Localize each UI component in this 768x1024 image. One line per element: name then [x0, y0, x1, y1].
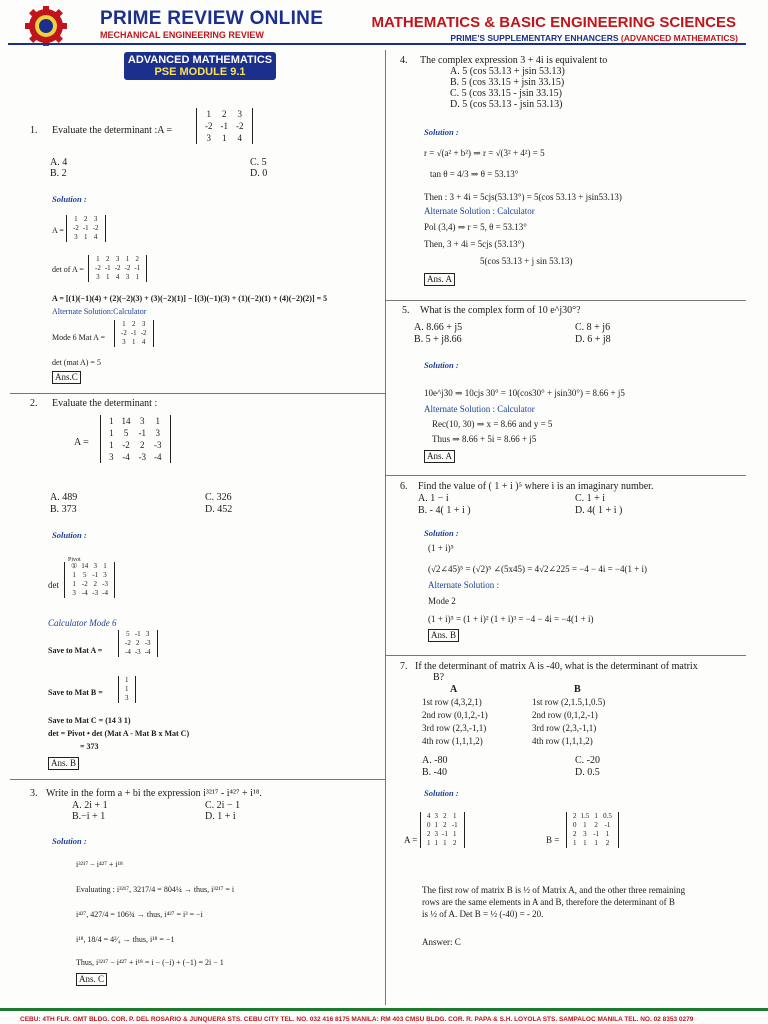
q2-pivot-matrix: [64, 562, 115, 598]
q7-a-eq: A =: [404, 835, 418, 845]
q3-choice-d: D. 1 + i: [205, 811, 236, 822]
q7-mat-a-cell: 2: [443, 821, 447, 829]
q7-answer: Answer: C: [422, 937, 461, 947]
q1-det-matrix-cell: 1: [135, 273, 140, 281]
q1-det-matrix-cell: -2: [124, 264, 131, 272]
q5-rec: Rec(10, 30) ⇒ x = 8.66 and y = 5: [432, 419, 553, 429]
q6-alt: Alternate Solution :: [428, 580, 499, 590]
q1-det-matrix-cell: 1: [106, 273, 110, 281]
q3-text: Write in the form a + bi the expression i³²¹⁷ - i⁴²⁷ + i¹⁸.: [46, 788, 262, 799]
q7-mat-a-cell: 3: [434, 812, 438, 820]
q5-choice-d: D. 6 + j8: [575, 334, 611, 345]
q7-mat-b-cell: 1: [583, 821, 587, 829]
q7-expl1: The first row of matrix B is ½ of Matrix A, and the other three remaining: [422, 885, 686, 895]
q1-mode-matrix-row: [119, 329, 149, 338]
column-divider: [385, 50, 386, 1005]
q7-mat-b-cell: 0.5: [603, 812, 612, 820]
q5-choice-c: C. 8 + j6: [575, 322, 611, 333]
q6-choice-d: D. 4( 1 + i ): [575, 505, 623, 516]
q2-pivot-matrix-cell: -2: [81, 580, 88, 588]
q1-sol-matrix-cell: 3: [74, 233, 78, 241]
q1-sol-matrix-row: [71, 215, 101, 224]
q2-answer: Ans. B: [48, 757, 79, 770]
subject-title: MATHEMATICS & BASIC ENGINEERING SCIENCES: [371, 14, 736, 31]
q7-mat-a-cell: 4: [427, 812, 431, 820]
q7-choice-b: B. -40: [422, 767, 447, 778]
q1-det-matrix-cell: 1: [96, 255, 100, 263]
q2-pivot-matrix-cell: 1: [103, 562, 107, 570]
q6-line3: (1 + i)⁵ = (1 + i)² (1 + i)³ = −4 − 4i = −4(1 + i): [428, 614, 594, 624]
q1-sol-matrix-cell: -2: [92, 224, 99, 232]
q1-sol-matrix-cell: -2: [73, 224, 79, 232]
q1-alt: Alternate Solution:Calculator: [52, 307, 147, 316]
q1-matrix-row: [201, 120, 248, 132]
q7-mat-b-cell: 3: [583, 830, 587, 838]
q7-mat-b-cell: 2: [573, 830, 577, 838]
q6-choice-b: B. - 4( 1 + i ): [418, 505, 471, 516]
q7-col-a: A: [450, 684, 458, 695]
q1-det-matrix-cell: 1: [125, 255, 130, 263]
q2-pivot-matrix-cell: -1: [92, 571, 99, 579]
gear-logo-icon: [14, 6, 78, 46]
q7-row-a-3: 3rd row (2,3,-1,1): [422, 723, 487, 733]
q7-mat-b-row: [571, 839, 614, 848]
q7-mat-a-cell: 1: [453, 830, 457, 838]
q2-result: = 373: [80, 742, 99, 751]
q7-mat-a-cell: 2: [427, 830, 431, 838]
q2-save-c: Save to Mat C = (14 3 1): [48, 716, 131, 725]
q7-mat-b: [566, 812, 619, 848]
q1-mode-matrix-cell: 2: [132, 320, 136, 328]
q3-answer: Ans. C: [76, 973, 107, 986]
q2-pivot-matrix-cell: 14: [81, 562, 89, 570]
q1-choice-a: A. 4: [50, 157, 68, 168]
q3-choice-b: B.−i + 1: [72, 811, 106, 822]
q4-solution-label: Solution :: [424, 127, 459, 137]
q4-r: r = √(a² + b²) ⇒ r = √(3² + 4²) = 5: [424, 148, 545, 158]
q1-matrix-cell: 4: [237, 133, 242, 143]
q1-choice-d: D. 0: [250, 168, 268, 179]
q4-pol: Pol (3,4) ⇒ r = 5, θ = 53.13°: [424, 222, 527, 232]
module-badge: ADVANCED MATHEMATICS PSE MODULE 9.1: [124, 52, 276, 80]
q2-pivot-matrix-cell: 5: [83, 571, 87, 579]
q3-eval2: i⁴²⁷, 427/4 = 106¾ → thus, i⁴²⁷ = i³ = −i: [76, 910, 203, 919]
q1-sol-matrix-cell: 1: [74, 215, 78, 223]
q7-row-a-4: 4th row (1,1,1,2): [422, 736, 483, 746]
q6-choice-a: A. 1 − i: [418, 493, 449, 504]
q1-text: Evaluate the determinant :A =: [52, 125, 173, 136]
q3-choice-c: C. 2i − 1: [205, 800, 241, 811]
q2-matrix-cell: -3: [154, 440, 162, 450]
q5-answer: Ans. A: [424, 450, 455, 463]
q1-sol-matrix-cell: 1: [84, 233, 88, 241]
q7-mat-a-row: [425, 821, 460, 830]
q2-pivot-matrix-cell: -4: [81, 589, 88, 597]
q1-det-matrix-row: [93, 255, 142, 264]
q2-matrix-row: [105, 451, 166, 463]
q4-then2: Then, 3 + 4i = 5cjs (53.13°): [424, 239, 525, 249]
q1-matrix-cell: 2: [222, 109, 227, 119]
q7-mat-a-cell: 2: [453, 839, 457, 847]
q1-det-of-a: det of A =: [52, 265, 84, 274]
q4-tan: tan θ = 4/3 ⇒ θ = 53.13°: [430, 169, 519, 179]
q2-matrix-cell: -1: [138, 428, 146, 438]
q7-number: 7.: [400, 661, 408, 672]
q1-sol-matrix-row: [71, 233, 101, 242]
q2-mat-a-cell: -1: [134, 630, 141, 638]
q7-row-b-1: 1st row (2,1.5,1,0.5): [532, 697, 606, 707]
q2-matrix-cell: -3: [138, 452, 146, 462]
q7-text2: B?: [433, 672, 445, 683]
q5-solution-label: Solution :: [424, 360, 459, 370]
q1-mode-matrix-cell: 4: [141, 338, 146, 346]
q2-mat-a-row: [123, 648, 153, 657]
q7-mat-a-cell: 1: [443, 839, 447, 847]
q2-mat-a-cell: -2: [125, 639, 131, 647]
q2-matrix-cell: 3: [140, 416, 145, 426]
q4-then: Then : 3 + 4i = 5cjs(53.13°) = 5(cos 53.13 + jsin53.13): [424, 192, 622, 202]
q7-mat-b-row: [571, 821, 614, 830]
q3-solution-label: Solution :: [52, 836, 87, 846]
q6-answer: Ans. B: [428, 629, 459, 642]
q7-solution-label: Solution :: [424, 788, 459, 798]
q2-pivot-matrix-cell: -3: [92, 589, 99, 597]
footer-rule: [0, 1008, 768, 1011]
q7-mat-b-cell: 1: [594, 839, 598, 847]
q7-col-b: B: [574, 684, 581, 695]
q7-mat-b-cell: 1: [594, 812, 598, 820]
q1-number: 1.: [30, 125, 38, 136]
q2-pivot-matrix-cell: 3: [93, 562, 97, 570]
q2-pivot-matrix-row: [69, 562, 110, 571]
q2-choice-c: C. 326: [205, 492, 232, 503]
q5-text: What is the complex form of 10 e^j30°?: [420, 305, 581, 316]
q2-matrix-row: [105, 439, 166, 451]
q3-eval1: Evaluating : i³²¹⁷, 3217/4 = 804¼ → thus, i³²¹⁷ = i: [76, 885, 235, 894]
q1-matrix-cell: -2: [205, 121, 213, 131]
q1-mode-matrix-cell: -2: [121, 329, 127, 337]
q2-mat-b: [118, 676, 136, 703]
q2-mat-b-cell: 3: [125, 694, 129, 702]
q2-mat-a-cell: 5: [126, 630, 130, 638]
q1-mode-matrix-row: [119, 338, 149, 347]
q7-row-b-3: 3rd row (2,3,-1,1): [532, 723, 597, 733]
q2-matrix-cell: 14: [121, 416, 131, 426]
q1-long-eq: A = [(1)(−1)(4) + (2)(−2)(3) + (3)(−2)(1)] − [(3)(−1)(3) + (1)(−2)(1) + (4)(−2)(2)] = 5: [52, 294, 328, 303]
q2-choice-a: A. 489: [50, 492, 78, 503]
q4-answer: Ans. A: [424, 273, 455, 286]
q1-det-matrix-row: [93, 273, 142, 282]
q1-matrix-cell: 1: [206, 109, 211, 119]
q2-matrix-cell: 2: [140, 440, 145, 450]
q1-sol-matrix-cell: 3: [93, 215, 98, 223]
q1-mode: Mode 6 Mat A =: [52, 333, 105, 342]
q2-matrix-cell: -4: [122, 452, 130, 462]
q2-save-b: Save to Mat B =: [48, 688, 103, 697]
q7-choice-d: D. 0.5: [575, 767, 600, 778]
q1-mode-matrix-row: [119, 320, 149, 329]
q2-pivot-matrix-cell: 3: [72, 589, 76, 597]
q7-mat-b-cell: 2: [573, 812, 577, 820]
q2-matrix-cell: 3: [109, 452, 114, 462]
q4-choice-d: D. 5 (cos 53.13 - jsin 53.13): [450, 99, 563, 110]
q5-line1: 10e^j30 ⇒ 10cjs 30° = 10(cos30° + jsin30°) = 8.66 + j5: [424, 388, 625, 398]
q1-choice-c: C. 5: [250, 157, 267, 168]
q7-mat-b-cell: 1: [605, 830, 610, 838]
q2-matrix-row: [105, 427, 166, 439]
q1-det-matrix-cell: 2: [135, 255, 140, 263]
q1-solution-label: Solution :: [52, 194, 87, 204]
q7-mat-b-cell: 1: [583, 839, 587, 847]
q2-pivot-label: Pivot: [68, 557, 81, 563]
q1-det-matrix-cell: -2: [95, 264, 101, 272]
q2-choice-d: D. 452: [205, 504, 233, 515]
q2-pivot-matrix-cell: 3: [103, 571, 107, 579]
q2-matrix-row: [105, 415, 166, 427]
q1-det-matrix-cell: -1: [104, 264, 111, 272]
q1-choice-b: B. 2: [50, 168, 67, 179]
q3-eval3: i¹⁸, 18/4 = 4²⁄₄ → thus, i¹⁸ = −1: [76, 935, 175, 944]
q1-mode-matrix: [114, 320, 154, 347]
q7-choice-a: A. -80: [422, 755, 448, 766]
q1-sol-matrix: [66, 215, 106, 242]
q1-matrix-cell: -1: [220, 121, 228, 131]
q7-expl3: is ½ of A. Det B = ½ (-40) = - 20.: [422, 909, 544, 919]
q2-save-a: Save to Mat A =: [48, 646, 103, 655]
q4-divider: [386, 300, 746, 301]
q7-mat-b-cell: 0: [573, 821, 577, 829]
q6-number: 6.: [400, 481, 408, 492]
q2-a-eq: A =: [74, 437, 89, 448]
q7-mat-b-cell: 1: [573, 839, 577, 847]
q2-pivot-matrix-cell: -3: [102, 580, 108, 588]
q5-number: 5.: [402, 305, 410, 316]
q2-matrix-cell: 1: [109, 428, 114, 438]
q2-number: 2.: [30, 398, 38, 409]
q7-choice-c: C. -20: [575, 755, 600, 766]
q2-mat-a-cell: -3: [134, 648, 141, 656]
q2-pivot-matrix-cell: 2: [93, 580, 97, 588]
q1-sol-matrix-row: [71, 224, 101, 233]
q7-mat-a-cell: 1: [434, 839, 438, 847]
q2-text: Evaluate the determinant :: [52, 398, 158, 409]
q1-det-matrix-row: [93, 264, 142, 273]
q4-text: The complex expression 3 + 4i is equivalent to: [420, 55, 608, 66]
q6-line1: (1 + i)⁵: [428, 543, 454, 553]
header-rule: [8, 43, 746, 45]
q5-choice-a: A. 8.66 + j5: [414, 322, 463, 333]
q2-pivot-matrix-row: [69, 589, 110, 598]
q4-number: 4.: [400, 55, 408, 66]
q7-text: If the determinant of matrix A is -40, what is the determinant of matrix: [415, 661, 698, 672]
q2-pivot-matrix-cell: ①: [71, 562, 78, 570]
q2-mat-a-cell: -3: [144, 639, 151, 647]
q1-matrix-row: [201, 108, 248, 120]
q2-divider: [10, 779, 385, 780]
q2-pivot-matrix-cell: 1: [72, 580, 76, 588]
q3-number: 3.: [30, 788, 38, 799]
q7-mat-a-cell: 1: [453, 812, 457, 820]
q6-divider: [386, 655, 746, 656]
q1-mode-matrix-cell: -2: [140, 329, 147, 337]
q6-mode: Mode 2: [428, 596, 456, 606]
q2-matrix-cell: -4: [154, 452, 162, 462]
q1-sol-matrix-cell: -1: [82, 224, 89, 232]
q6-choice-c: C. 1 + i: [575, 493, 606, 504]
q5-choice-b: B. 5 + j8.66: [414, 334, 462, 345]
q1-det-matrix-cell: 2: [106, 255, 110, 263]
q2-det-eq: det = Pivot • det (Mat A - Mat B x Mat C): [48, 729, 190, 738]
brand-title: PRIME REVIEW ONLINE: [100, 8, 324, 29]
q1-det-matrix-cell: 3: [96, 273, 100, 281]
q1-sol-matrix-cell: 2: [84, 215, 88, 223]
q1-det-matrix-cell: -2: [114, 264, 121, 272]
q7-b-eq: B =: [546, 835, 560, 845]
q1-det-matrix-cell: -1: [134, 264, 141, 272]
q1-mode-matrix-cell: 3: [122, 338, 126, 346]
q6-solution-label: Solution :: [424, 528, 459, 538]
q1-det-matrix-cell: 4: [115, 273, 120, 281]
q1-mode-matrix-cell: 1: [132, 338, 136, 346]
q7-mat-b-cell: -1: [604, 821, 611, 829]
q7-mat-a-cell: 3: [434, 830, 438, 838]
q7-mat-a-cell: -1: [451, 821, 458, 829]
q1-matrix-row: [201, 132, 248, 144]
q7-mat-b-cell: -1: [593, 830, 600, 838]
q1-matrix-cell: 1: [222, 133, 227, 143]
q2-mat-a-cell: 3: [145, 630, 150, 638]
q2-pivot-matrix-cell: -4: [102, 589, 108, 597]
q7-mat-a-cell: 1: [434, 821, 438, 829]
q1-divider: [10, 393, 385, 394]
q4-alt: Alternate Solution : Calculator: [424, 206, 535, 216]
q5-alt: Alternate Solution : Calculator: [424, 404, 535, 414]
q3-choice-a: A. 2i + 1: [72, 800, 108, 811]
q4-then3: 5(cos 53.13 + j sin 53.13): [480, 256, 573, 266]
q2-pivot-matrix-row: [69, 580, 110, 589]
q2-pivot-matrix-cell: 1: [72, 571, 76, 579]
q1-a-eq: A =: [52, 226, 64, 235]
q2-mat-a-row: [123, 630, 153, 639]
q7-mat-a-cell: -1: [442, 830, 448, 838]
brand-subtitle: MECHANICAL ENGINEERING REVIEW: [100, 30, 264, 40]
q2-mat-b-cell: 1: [125, 676, 129, 684]
q7-mat-a: [420, 812, 465, 848]
q7-mat-b-row: [571, 812, 614, 821]
q2-mat-b-row: [123, 685, 131, 694]
q7-mat-a-cell: 1: [427, 839, 431, 847]
q2-matrix-cell: 5: [123, 428, 129, 438]
q2-mat-b-cell: 1: [125, 685, 129, 693]
q1-det-matrix-cell: 3: [115, 255, 120, 263]
q1-answer: Ans.C: [52, 371, 81, 384]
subject-subtitle: PRIME'S SUPPLEMENTARY ENHANCERS (ADVANCED MATHEMATICS): [450, 33, 738, 43]
q4-choice-c: C. 5 (cos 33.15 - jsin 33.15): [450, 88, 562, 99]
q2-mat-b-row: [123, 694, 131, 703]
q7-expl2: rows are the same elements in A and B, therefore the determinant of B: [422, 897, 675, 907]
q1-matrix-cell: -2: [236, 121, 244, 131]
q1-det-matrix: [88, 255, 147, 282]
q7-mat-a-row: [425, 812, 460, 821]
q7-mat-a-row: [425, 839, 460, 848]
q1-sol-matrix-cell: 4: [93, 233, 98, 241]
q1-matrix: [196, 108, 253, 144]
q2-matrix: [100, 415, 171, 463]
q7-mat-b-cell: 2: [605, 839, 610, 847]
q2-matrix-cell: 1: [109, 440, 114, 450]
q7-mat-b-cell: 1.5: [580, 812, 590, 820]
q6-line2: (√2∠45)⁵ = (√2)⁵ ∠(5x45) = 4√2∠225 = −4 − 4i = −4(1 + i): [428, 564, 648, 574]
q5-divider: [386, 475, 746, 476]
q6-text: Find the value of ( 1 + i )⁵ where i is an imaginary number.: [418, 481, 654, 492]
q4-choice-a: A. 5 (cos 53.13 + jsin 53.13): [450, 66, 565, 77]
q2-solution-label: Solution :: [52, 530, 87, 540]
q2-matrix-cell: 1: [109, 416, 114, 426]
q7-row-b-4: 4th row (1,1,1,2): [532, 736, 593, 746]
q7-mat-a-cell: 0: [427, 821, 431, 829]
q7-mat-a-row: [425, 830, 460, 839]
q2-mat-a-cell: 2: [136, 639, 140, 647]
q1-det-line: det (mat A) = 5: [52, 358, 101, 367]
q1-det-matrix-cell: 3: [125, 273, 130, 281]
q3-expr: i³²¹⁷ − i⁴²⁷ + i¹⁸: [76, 860, 123, 869]
footer-address: CEBU: 4TH FLR. GMT BLDG. COR. P. DEL ROSARIO & JUNQUERA STS. CEBU CITY TEL. NO. 032 416 8175 MANILA: RM 403 CMSU BLDG. COR. R. PAPA & S.H. LOYOLA STS. SAMPALOC MANILA TEL. NO. 02 8353 0279: [20, 1016, 694, 1023]
q4-choice-b: B. 5 (cos 33.15 + jsin 33.15): [450, 77, 565, 88]
q2-mat-a-cell: -4: [125, 648, 131, 656]
q2-mat-a: [118, 630, 158, 657]
q1-matrix-cell: 3: [237, 109, 242, 119]
q2-matrix-cell: 1: [155, 416, 160, 426]
q2-calc-mode: Calculator Mode 6: [48, 618, 117, 628]
q1-matrix-cell: 3: [206, 133, 211, 143]
q2-mat-a-cell: -4: [144, 648, 151, 656]
q7-row-a-2: 2nd row (0,1,2,-1): [422, 710, 488, 720]
q2-mat-a-row: [123, 639, 153, 648]
q7-row-a-1: 1st row (4,3,2,1): [422, 697, 482, 707]
q1-mode-matrix-cell: 3: [141, 320, 146, 328]
q7-row-b-2: 2nd row (0,1,2,-1): [532, 710, 598, 720]
q2-matrix-cell: 3: [155, 428, 160, 438]
q7-mat-b-row: [571, 830, 614, 839]
q2-det-label: det: [48, 580, 59, 590]
q2-mat-b-row: [123, 676, 131, 685]
q1-mode-matrix-cell: 1: [122, 320, 126, 328]
q2-pivot-matrix-row: [69, 571, 110, 580]
q1-mode-matrix-cell: -1: [130, 329, 137, 337]
q2-choice-b: B. 373: [50, 504, 77, 515]
q5-thus: Thus ⇒ 8.66 + 5i = 8.66 + j5: [432, 434, 537, 444]
q7-mat-a-cell: 2: [443, 812, 447, 820]
q7-mat-b-cell: 2: [594, 821, 598, 829]
q2-matrix-cell: -2: [122, 440, 130, 450]
q3-thus: Thus, i³²¹⁷ − i⁴²⁷ + i¹⁸ = i − (−i) + (−1) = 2i − 1: [76, 958, 224, 967]
